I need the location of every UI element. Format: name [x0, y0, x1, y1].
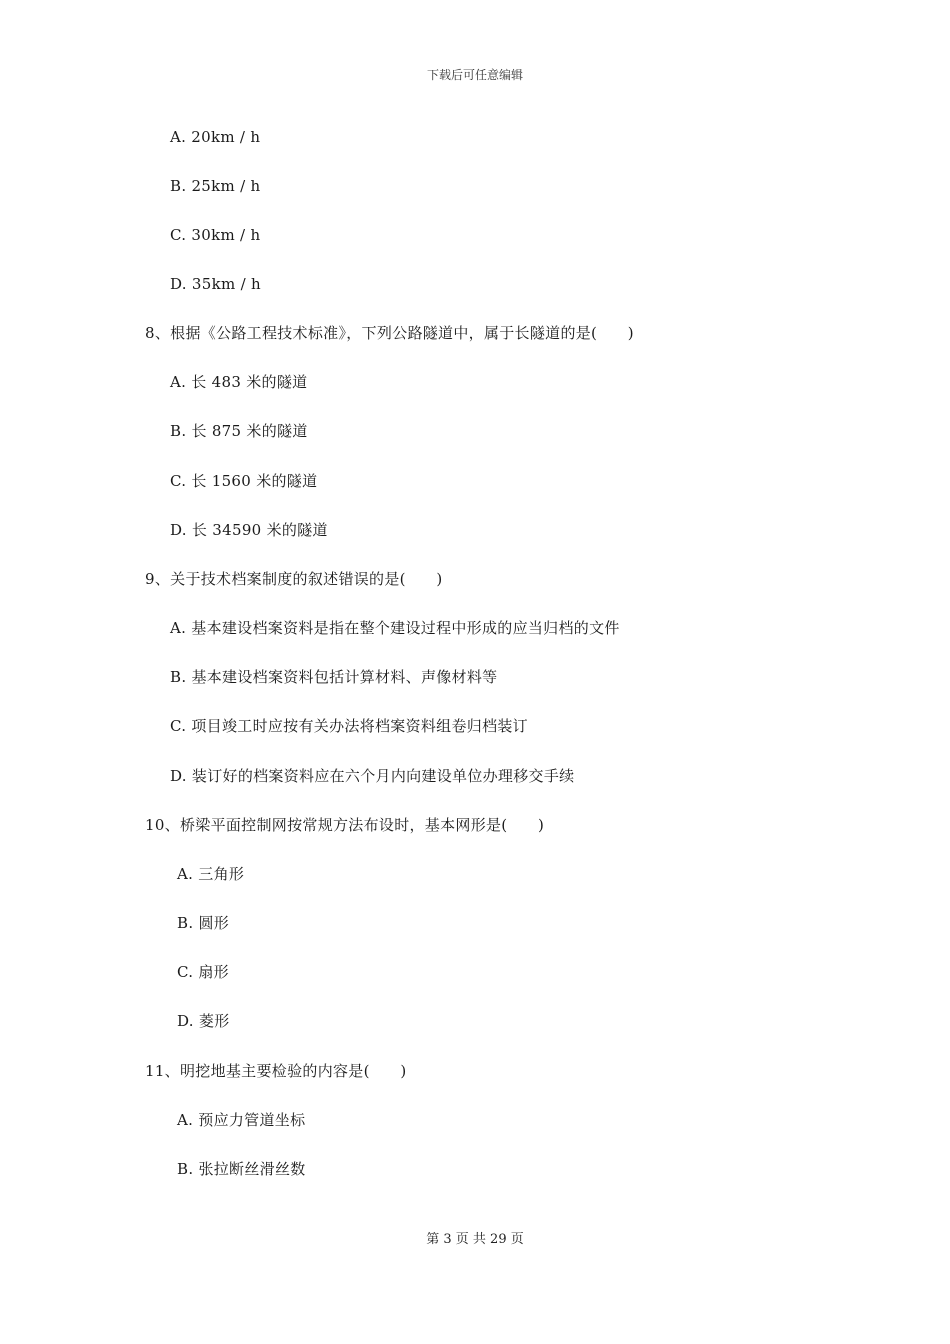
- page-footer: 第 3 页 共 29 页: [426, 1232, 524, 1247]
- q10-option-a: A. 三角形: [177, 865, 245, 883]
- q11-stem: 11、明挖地基主要检验的内容是( ): [145, 1062, 407, 1080]
- q7-option-c: C. 30km / h: [170, 226, 261, 244]
- q9-stem: 9、关于技术档案制度的叙述错误的是( ): [145, 570, 443, 588]
- q10-option-c: C. 扇形: [177, 963, 229, 981]
- page-header: 下载后可任意编辑: [426, 68, 523, 82]
- q9-option-a: A. 基本建设档案资料是指在整个建设过程中形成的应当归档的文件: [170, 619, 620, 637]
- q8-option-d: D. 长 34590 米的隧道: [170, 521, 328, 539]
- q8-option-c: C. 长 1560 米的隧道: [170, 472, 318, 490]
- q7-option-a: A. 20km / h: [170, 128, 261, 146]
- q9-option-b: B. 基本建设档案资料包括计算材料、声像材料等: [170, 668, 498, 686]
- q8-option-a: A. 长 483 米的隧道: [170, 373, 308, 391]
- q9-option-c: C. 项目竣工时应按有关办法将档案资料组卷归档装订: [170, 717, 528, 735]
- q11-option-b: B. 张拉断丝滑丝数: [177, 1160, 306, 1178]
- q8-stem: 8、根据《公路工程技术标准》，下列公路隧道中，属于长隧道的是( ): [145, 324, 634, 342]
- q11-option-a: A. 预应力管道坐标: [177, 1111, 306, 1129]
- q9-option-d: D. 装订好的档案资料应在六个月内向建设单位办理移交手续: [170, 767, 575, 785]
- q10-option-d: D. 菱形: [177, 1012, 230, 1030]
- q7-option-d: D. 35km / h: [170, 275, 261, 293]
- q8-option-b: B. 长 875 米的隧道: [170, 422, 308, 440]
- q10-stem: 10、桥梁平面控制网按常规方法布设时，基本网形是( ): [145, 816, 545, 834]
- q7-option-b: B. 25km / h: [170, 177, 261, 195]
- q10-option-b: B. 圆形: [177, 914, 230, 932]
